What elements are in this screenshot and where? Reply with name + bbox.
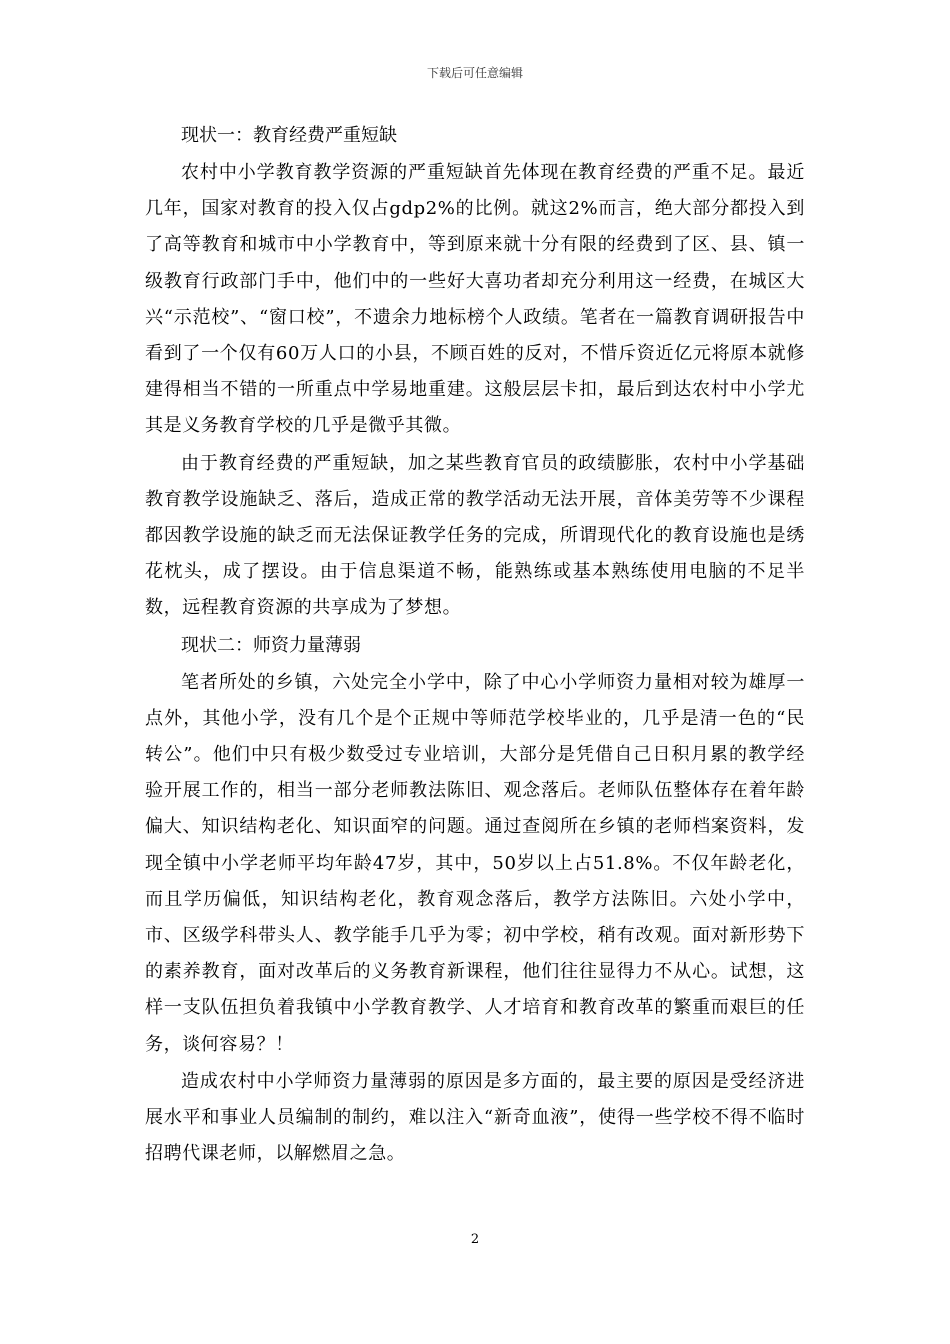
paragraph: 由于教育经费的严重短缺，加之某些教育官员的政绩膨胀，农村中小学基础教育教学设施缺乏、落后，造成正常的教学活动无法开展，音体美劳等不少课程都因教学设施的缺乏而无法保证教学任务的完成，所谓现代化的教育设施也是绣花枕头，成了摆设。由于信息渠道不畅，能熟练或基本熟练使用电脑的不足半数，远程教育资源的共享成为了梦想。 (145, 452, 805, 619)
paragraph: 造成农村中小学师资力量薄弱的原因是多方面的，最主要的原因是受经济进展水平和事业人员编制的制约，难以注入“新奇血液”，使得一些学校不得不临时招聘代课老师，以解燃眉之急。 (145, 1070, 805, 1165)
paragraph: 农村中小学教育教学资源的严重短缺首先体现在教育经费的严重不足。最近几年，国家对教育的投入仅占gdp2%的比例。就这2%而言，绝大部分都投入到了高等教育和城市中小学教育中，等到原来就十分有限的经费到了区、县、镇一级教育行政部门手中，他们中的一些好大喜功者却充分利用这一经费，在城区大兴“示范校”、“窗口校”，不遗余力地标榜个人政绩。笔者在一篇教育调研报告中看到了一个仅有60万人口的小县，不顾百姓的反对，不惜斥资近亿元将原本就修建得相当不错的一所重点中学易地重建。这般层层卡扣，最后到达农村中小学尤其是义务教育学校的几乎是微乎其微。 (145, 162, 805, 437)
section-heading-1: 现状一：教育经费严重短缺 (181, 125, 397, 146)
document-body (145, 118, 805, 1173)
paragraph: 笔者所处的乡镇，六处完全小学中，除了中心小学师资力量相对较为雄厚一点外，其他小学，没有几个是个正规中等师范学校毕业的，几乎是清一色的“民转公”。他们中只有极少数受过专业培训，大部分是凭借自己日积月累的教学经验开展工作的，相当一部分老师教法陈旧、观念落后。老师队伍整体存在着年龄偏大、知识结构老化、知识面窄的问题。通过查阅所在乡镇的老师档案资料，发现全镇中小学老师平均年龄47岁，其中，50岁以上占51.8%。不仅年龄老化，而且学历偏低，知识结构老化，教育观念落后，教学方法陈旧。六处小学中，市、区级学科带头人、教学能手几乎为零；初中学校，稍有改观。面对新形势下的素养教育，面对改革后的义务教育新课程，他们往往显得力不从心。试想，这样一支队伍担负着我镇中小学教育教学、人才培育和教育改革的繁重而艰巨的任务，谈何容易？！ (145, 671, 805, 1055)
section-heading-2: 现状二：师资力量薄弱 (181, 634, 361, 656)
page-header: 下载后可任意编辑 (426, 66, 523, 80)
page-number: 2 (470, 1232, 480, 1247)
